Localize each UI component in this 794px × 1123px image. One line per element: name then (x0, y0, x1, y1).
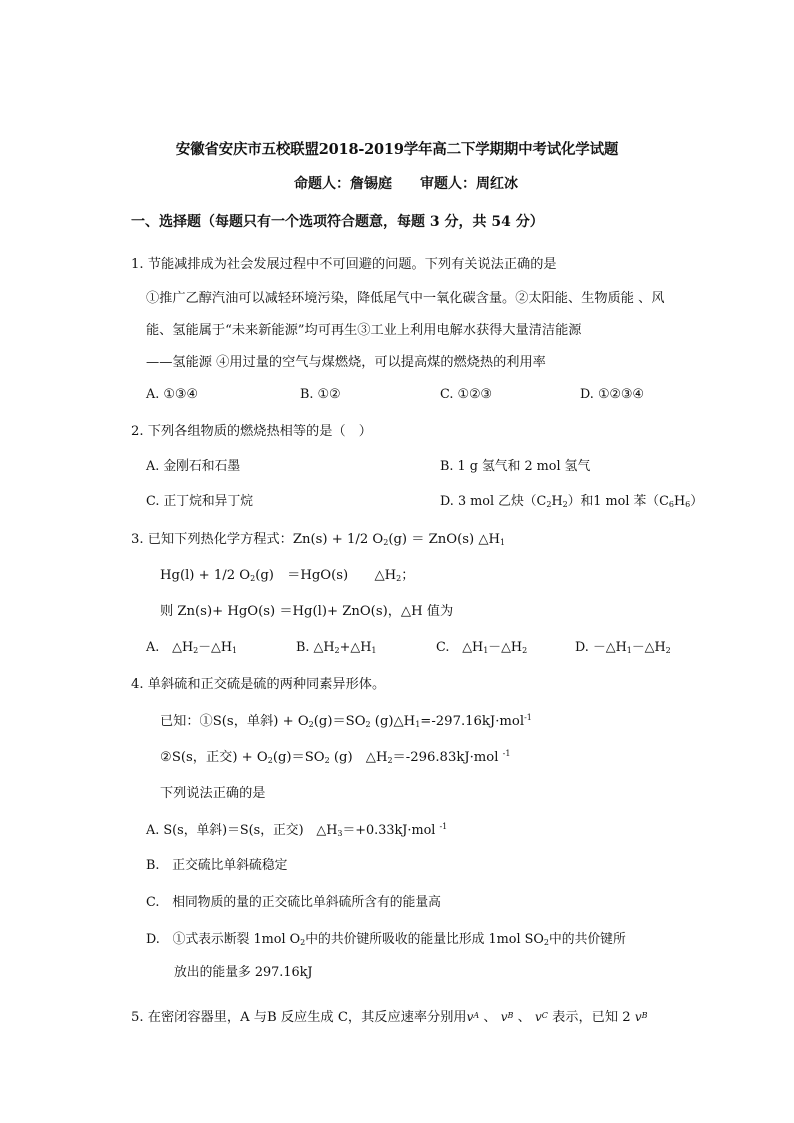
question-1-statement-line-2: 能、氢能属于“未来新能源”均可再生③工业上利用电解水获得大量清洁能源 (146, 323, 582, 338)
question-1-stem: 1. 节能减排成为社会发展过程中不可回避的问题。下列有关说法正确的是 (131, 257, 557, 272)
question-1-statement-line-1: ①推广乙醇汽油可以减轻环境污染，降低尾气中一氧化碳含量。②太阳能、生物质能 、风 (146, 291, 665, 306)
question-4-option-d: D. ①式表示断裂 1mol $O_2$中的共价键所吸收的能量比形成 1mol $SO_2$中的共价键所 (146, 932, 626, 947)
question-3-equation-2: Hg(l) + 1/2 $O_2(g)$ ＝HgO(s) $\triangle H_2$； (160, 568, 415, 583)
question-1-option-b: B. ①② (300, 387, 341, 402)
question-3-option-a: A. $\triangle H_2-\triangle H_1$ (146, 640, 238, 655)
question-2-option-b: B. 1 g 氢气和 2 mol 氢气 (440, 459, 591, 474)
rate-symbol-b: $v_B$ (500, 1010, 514, 1024)
question-1-statement-line-3: ——氢能源 ④用过量的空气与煤燃烧，可以提高煤的燃烧热的利用率 (146, 355, 546, 370)
question-4-known-2: ②S(s，正交) + $O_2(g)=SO_2$ (g) $\triangle H_2=-296.83kJ\cdot mol$ $^{-1}$ (160, 749, 511, 765)
rate-symbol-b-2: $v_B$ (634, 1010, 648, 1024)
question-5-stem: 5. 在密闭容器里，A 与B 反应生成 C，其反应速率分别用$v_A$ 、 $v_B$ 、 $v_C$ 表示，已知 2 $v_B$ (131, 1010, 648, 1025)
question-1-option-c: C. ①②③ (440, 387, 492, 402)
question-4-option-b: B. 正交硫比单斜硫稳定 (146, 858, 288, 873)
question-2-option-d: D. 3 mol 乙炔$(C_2H_2)$和1 mol 苯$(C_6H_6)$ (440, 494, 704, 509)
question-4-stem: 4. 单斜硫和正交硫是硫的两种同素异形体。 (131, 677, 386, 692)
question-4-ask: 下列说法正确的是 (160, 786, 266, 801)
question-4-known-1: 已知：①S(s，单斜) + $O_2(g)=SO_2$ $(g)\triangle H_1=-297.16kJ\cdot mol^{-1}$ (160, 713, 532, 729)
exam-title: 安徽省安庆市五校联盟2018-2019学年高二下学期期中考试化学试题 (175, 141, 619, 158)
question-3-option-c: C. $\triangle H_1-\triangle H_2$ (436, 640, 528, 655)
question-4-option-a: A. S(s，单斜)＝S(s，正交) $\triangle H_3=+0.33kJ\cdot mol$ $^{-1}$ (146, 822, 448, 838)
question-2-stem: 2. 下列各组物质的燃烧热相等的是（ ） (131, 424, 372, 439)
question-3-option-d: D. $-\triangle H_1-\triangle H_2$ (575, 640, 671, 655)
question-2-option-c: C. 正丁烷和异丁烷 (146, 494, 254, 509)
exam-authors: 命题人：詹锡庭 审题人：周红冰 (294, 176, 518, 192)
section-heading: 一、选择题（每题只有一个选项符合题意，每题 3 分，共 54 分） (131, 214, 544, 230)
question-4-option-c: C. 相同物质的量的正交硫比单斜硫所含有的能量高 (146, 895, 441, 910)
question-1-option-d: D. ①②③④ (580, 387, 644, 402)
question-3-stem: 3. 已知下列热化学方程式：Zn(s) + 1/2 $O_2(g) = ZnO(s)$ $\triangle H_1$ (131, 532, 506, 547)
rate-symbol-c: $v_C$ (535, 1010, 548, 1024)
question-2-option-a: A. 金刚石和石墨 (146, 459, 241, 474)
question-3-option-b: B. $\triangle H_2+\triangle H_1$ (296, 640, 377, 655)
question-4-option-d-line-2: 放出的能量多 297.16kJ (174, 965, 313, 980)
question-1-option-a: A. ①③④ (146, 387, 198, 402)
rate-symbol-a: $v_A$ (466, 1010, 480, 1024)
question-3-ask: 则 Zn(s)+ HgO(s) ＝Hg(l)+ ZnO(s)，△H 值为 (160, 604, 454, 619)
